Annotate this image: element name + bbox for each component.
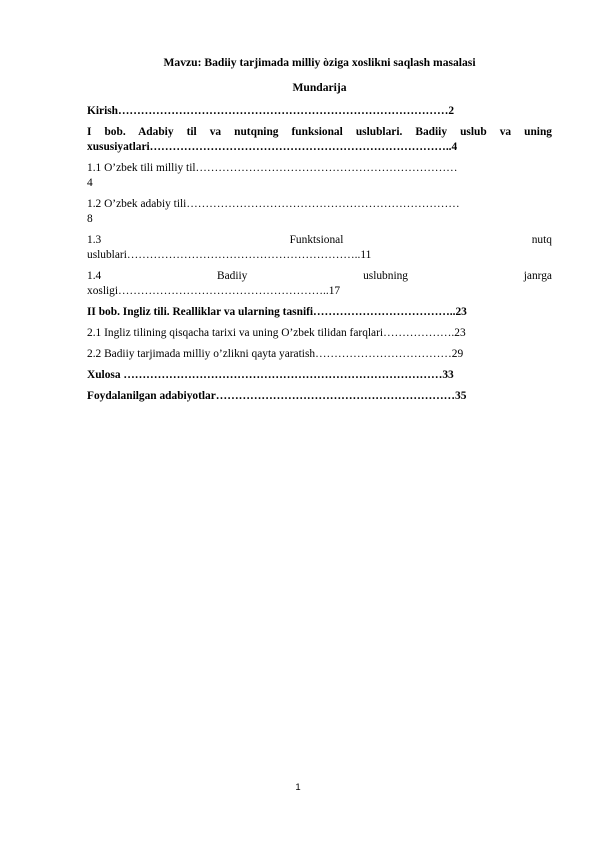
toc-entry-line [87,233,552,248]
toc-entry-line [87,125,552,140]
toc-word: Badiiy [216,270,248,282]
toc-entry-text: II bob. Ingliz tili. Realliklar va ularning tasnifi………………………………..23 [87,306,467,318]
toc-word: uslubning [363,270,408,282]
toc-entry-chapter-1[interactable] [87,125,552,155]
toc-entry-line: uslublari……………………………………………………..11 [87,249,372,261]
toc-entry-text: 2.1 Ingliz tilining qisqacha tarixi va uning O’zbek tilidan farqlari……………….23 [87,327,466,339]
toc-entry-line: 1.2 O’zbek adabiy tili……………………………………………………………… [87,198,460,210]
toc-entry-2-1[interactable] [87,326,552,341]
toc-heading: Mundarija [292,81,347,94]
toc-word: Funktsional [289,234,344,246]
document-title: Mavzu: Badiiy tarjimada milliy òziga xoslikni saqlash masalasi [163,56,476,69]
toc-entry-text: I bob. Adabiy til va nutqning funksional uslublari. Badiiy uslub va uning [87,126,552,138]
toc-entry-references[interactable] [87,389,552,404]
toc-entry-text: Foydalanilgan adabiyotlar………………………………………………………35 [87,390,467,402]
toc-entry-2-2[interactable] [87,347,552,362]
toc-entry-page: 8 [87,213,93,225]
toc-entry-chapter-2[interactable] [87,305,552,320]
toc-entry-line: xususiyatlari……………………………………………………………………..4 [87,141,458,153]
toc-entry-line: 1.1 O’zbek tili milliy til…………………………………………………………… [87,162,458,174]
toc-entry-1-4[interactable] [87,269,552,299]
toc-word: 1.4 [87,270,102,282]
toc-word: janrga [523,270,552,282]
toc-entry-text: 2.2 Badiiy tarjimada milliy o’zlikni qayta yaratish………………………………29 [87,348,464,360]
toc-entry-1-3[interactable] [87,233,552,263]
toc-entry-kirish[interactable] [87,104,552,119]
page-content [87,55,552,410]
toc-word: nutq [531,234,552,246]
toc-entry-line: xosligi………………………………………………..17 [87,285,341,297]
page-number: 1 [295,782,301,793]
toc-entry-xulosa[interactable] [87,368,552,383]
toc-entry-line [87,269,552,284]
toc-entry-text: Kirish……………………………………………………………………………2 [87,105,455,117]
toc-entry-1-2[interactable] [87,197,552,227]
toc-word: 1.3 [87,234,102,246]
toc-entry-page: 4 [87,177,93,189]
toc-entry-1-1[interactable] [87,161,552,191]
toc-entry-text: Xulosa …………………………………………………………………………33 [87,369,454,381]
table-of-contents [87,104,552,404]
